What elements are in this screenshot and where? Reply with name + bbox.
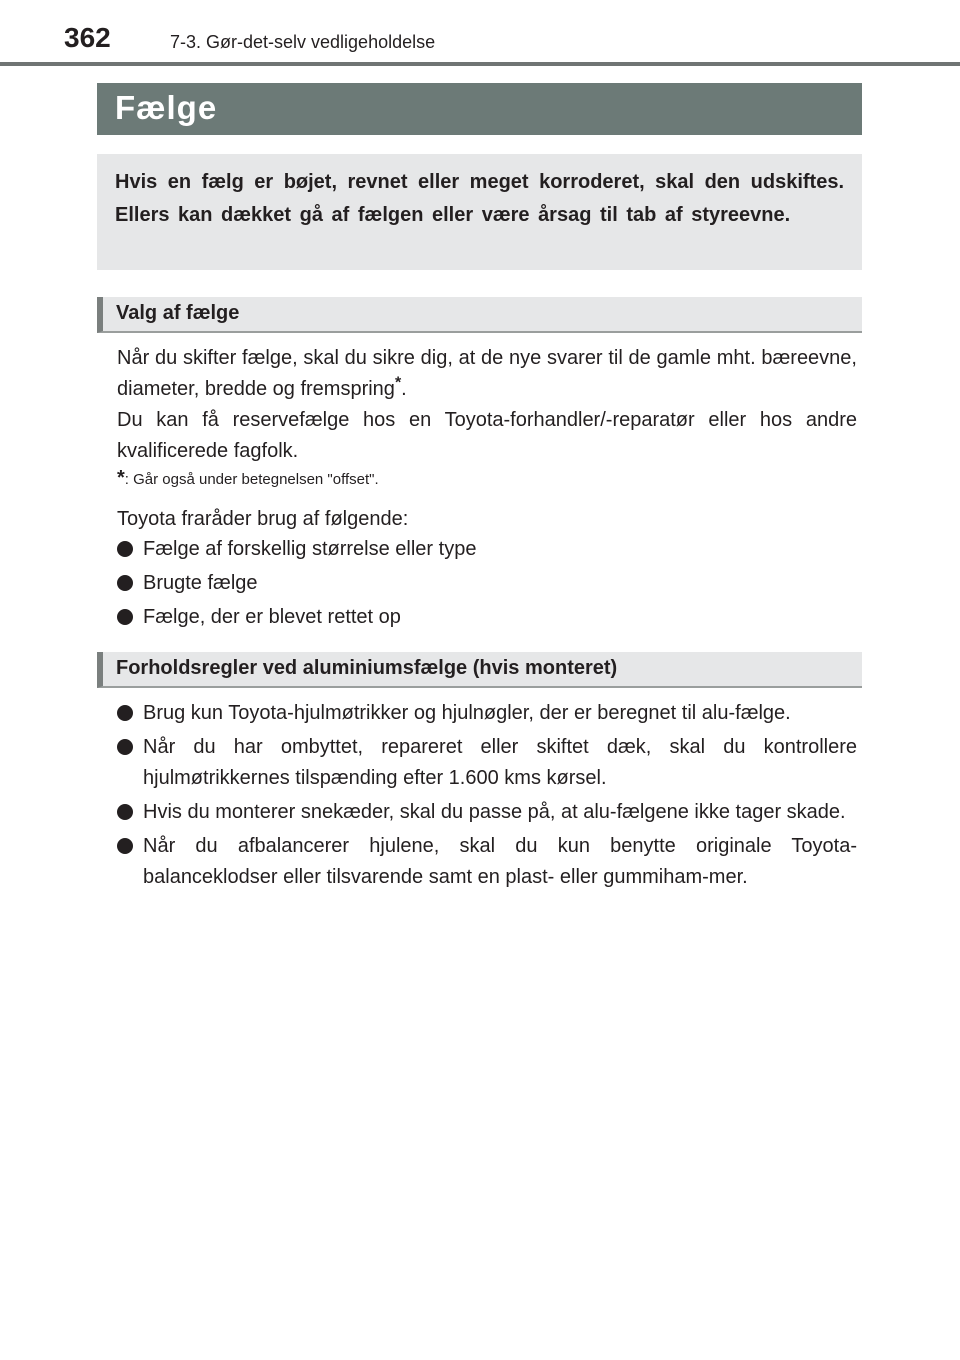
paragraph-end: . xyxy=(401,378,407,400)
list-item xyxy=(117,831,857,893)
paragraph-text: Når du skifter fælge, skal du sikre dig, at de nye svarer til de gamle mht. bæreevne, diameter, bredde og fremspring xyxy=(117,347,857,400)
footnote-text: : Går også under betegnelsen "offset". xyxy=(124,471,379,488)
title-bar xyxy=(97,83,862,135)
page-number: 362 xyxy=(64,22,111,53)
header-divider xyxy=(0,62,960,66)
bullet-icon xyxy=(117,739,133,755)
section-title: Forholdsregler ved aluminiumsfælge (hvis monteret) xyxy=(116,657,618,679)
bullet-icon xyxy=(117,541,133,557)
bullet-icon xyxy=(117,705,133,721)
section-heading-aluminiumsfaelge xyxy=(97,652,862,688)
section-body xyxy=(117,343,857,491)
page-title: Fælge xyxy=(115,89,218,126)
list-item-text: Fælge, der er blevet rettet op xyxy=(143,606,401,628)
list-item xyxy=(117,568,857,599)
paragraph xyxy=(117,343,857,405)
section-title: Valg af fælge xyxy=(116,302,240,324)
page-header xyxy=(0,0,960,66)
paragraph: Du kan få reservefælge hos en Toyota-forhandler/-reparatør eller hos andre kvalificerede fagfolk. xyxy=(117,409,857,462)
footnote xyxy=(117,467,857,491)
list-item-text: Brugte fælge xyxy=(143,572,258,594)
list-item-text: Når du har ombyttet, repareret eller skiftet dæk, skal du kontrollere hjulmøtrikkernes tilspænding efter 1.600 kms kørsel. xyxy=(143,736,857,789)
list-item-text: Fælge af forskellig størrelse eller type xyxy=(143,538,477,560)
footnote-star: * xyxy=(117,467,125,489)
chapter-title: 7-3. Gør-det-selv vedligeholdelse xyxy=(170,32,436,52)
list-item xyxy=(117,732,857,794)
intro-text: Hvis en fælg er bøjet, revnet eller meget korroderet, skal den udskiftes. Ellers kan dækket gå af fælgen eller være årsag til tab af styreevne. xyxy=(115,171,844,226)
list-item-text: Brug kun Toyota-hjulmøtrikker og hjulnøgler, der er beregnet til alu-fælge. xyxy=(143,702,791,724)
intro-box xyxy=(97,154,862,270)
list-item-text: Når du afbalancerer hjulene, skal du kun benytte originale Toyota-balanceklodser eller tilsvarende samt en plast- eller gummiham-mer. xyxy=(143,835,857,888)
bullet-list xyxy=(117,534,857,633)
list-item xyxy=(117,698,857,729)
bullet-icon xyxy=(117,609,133,625)
bullet-icon xyxy=(117,804,133,820)
bullet-icon xyxy=(117,575,133,591)
bullet-icon xyxy=(117,838,133,854)
list-item-text: Hvis du monterer snekæder, skal du passe på, at alu-fælgene ikke tager skade. xyxy=(143,801,846,823)
list-item xyxy=(117,797,857,828)
footnote-marker: * xyxy=(394,374,402,392)
list-item xyxy=(117,602,857,633)
lead-text: Toyota fraråder brug af følgende: xyxy=(117,508,409,530)
section-heading-valg-af-faelge xyxy=(97,297,862,333)
bullet-list xyxy=(117,698,857,893)
list-item xyxy=(117,534,857,565)
